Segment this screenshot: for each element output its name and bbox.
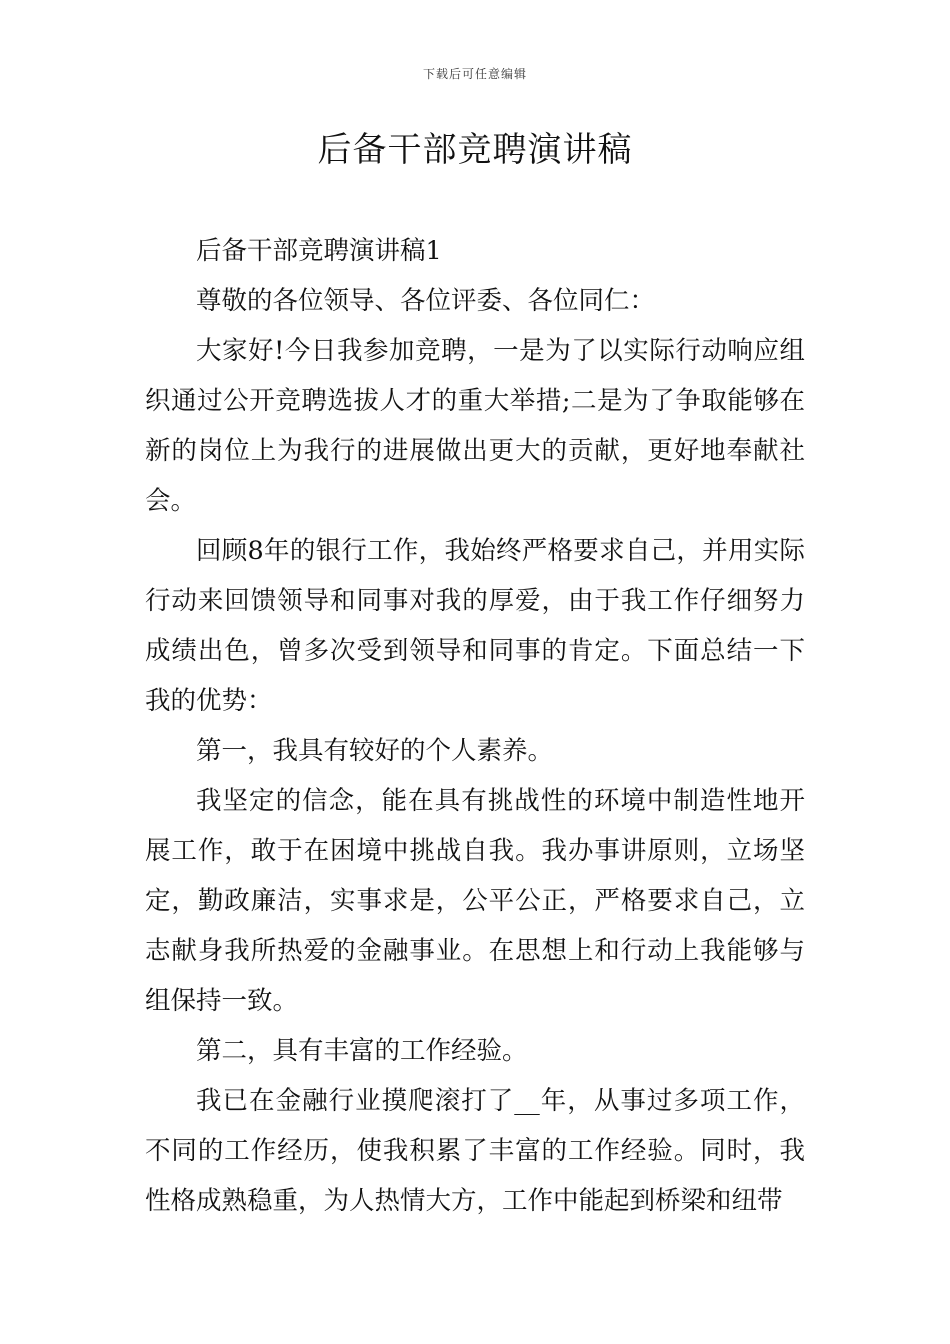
- header-note: 下载后可任意编辑: [422, 67, 527, 81]
- paragraph: 我坚定的信念，能在具有挑战性的环境中制造性地开展工作，敢于在困境中挑战自我。我办事讲原则，立场坚定，勤政廉洁，实事求是，公平公正，严格要求自己，立志献身我所热爱的金融事业。在思想上和行动上我能够与组保持一致。: [145, 786, 805, 1016]
- paragraph-subtitle: 后备干部竞聘演讲稿1: [196, 236, 442, 266]
- paragraph-point-heading: 第一，我具有较好的个人素养。: [196, 736, 554, 766]
- paragraph-point-heading: 第二，具有丰富的工作经验。: [196, 1036, 528, 1066]
- document-title: 后备干部竞聘演讲稿: [317, 130, 633, 170]
- paragraph: 大家好!今日我参加竞聘，一是为了以实际行动响应组织通过公开竞聘选拔人才的重大举措;二是为了争取能够在新的岗位上为我行的进展做出更大的贡献，更好地奉献社会。: [145, 336, 805, 516]
- paragraph-salutation: 尊敬的各位领导、各位评委、各位同仁：: [196, 286, 656, 316]
- paragraph: 我已在金融行业摸爬滚打了__年，从事过多项工作，不同的工作经历，使我积累了丰富的工作经验。同时，我性格成熟稳重，为人热情大方，工作中能起到桥梁和纽带: [145, 1086, 805, 1216]
- paragraph: 回顾8年的银行工作，我始终严格要求自己，并用实际行动来回馈领导和同事对我的厚爱，由于我工作仔细努力成绩出色，曾多次受到领导和同事的肯定。下面总结一下我的优势：: [145, 536, 805, 716]
- document-body: [145, 226, 805, 1226]
